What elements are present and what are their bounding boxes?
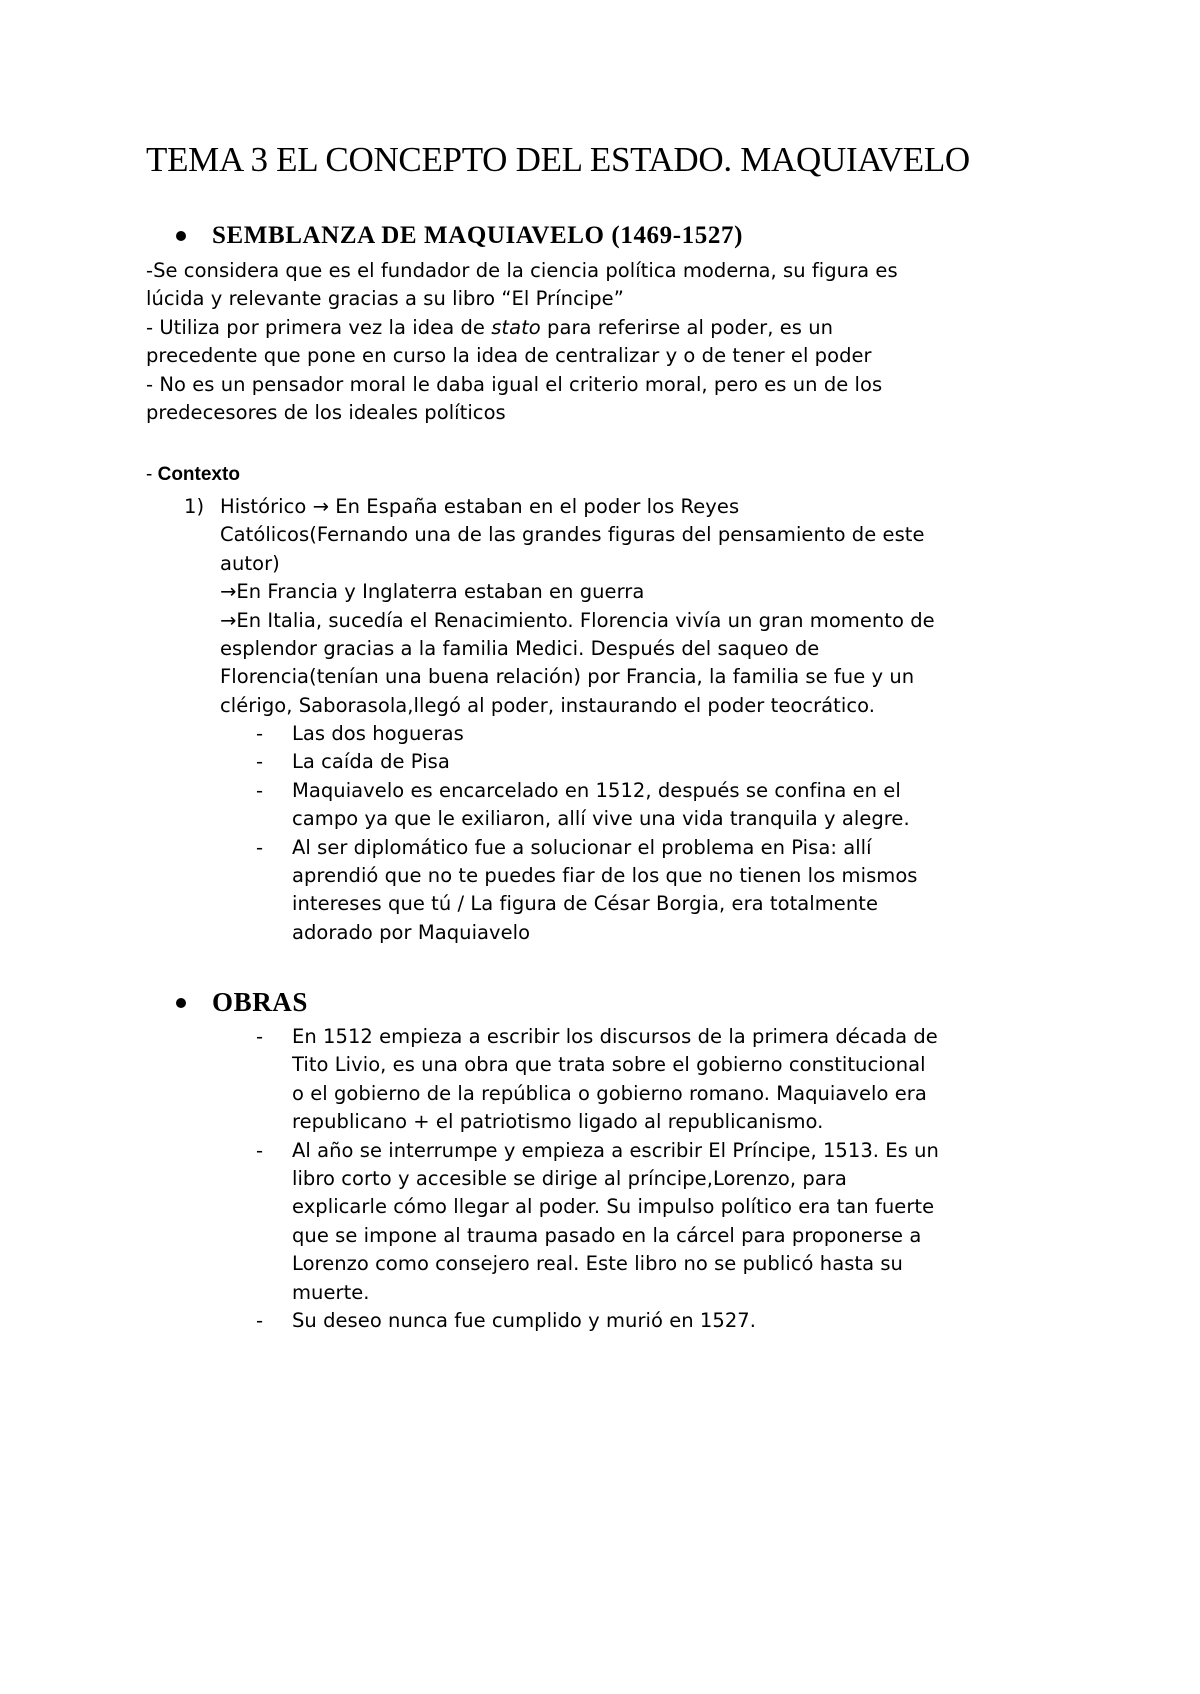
paragraph-line: -Se considera que es el fundador de la ciencia política moderna, su figura es <box>146 259 898 282</box>
item-line: autor) <box>220 551 280 575</box>
list-item-line: Tito Livio, es una obra que trata sobre el gobierno constitucional <box>292 1053 926 1077</box>
list-item <box>256 720 1056 748</box>
bullet-icon <box>176 998 186 1008</box>
section-heading-text: OBRAS <box>212 987 309 1017</box>
list-item <box>256 1023 1056 1137</box>
section-heading-obras <box>176 987 308 1018</box>
list-item-line: que se impone al trauma pasado en la cárcel para proponerse a <box>292 1223 922 1247</box>
dash-marker: - <box>256 1025 264 1048</box>
list-item-line: libro corto y accesible se dirige al príncipe,Lorenzo, para <box>292 1167 847 1191</box>
bullet-icon <box>176 231 186 241</box>
list-item-line: adorado por Maquiavelo <box>292 920 531 944</box>
dash-marker: - <box>256 778 264 802</box>
list-item-line: explicarle cómo llegar al poder. Su impulso político era tan fuerte <box>292 1195 935 1219</box>
context-dash-list <box>256 720 1056 947</box>
paragraph-line <box>146 314 1066 342</box>
section-heading-semblanza <box>176 222 743 250</box>
list-item <box>256 834 1056 948</box>
document-title: TEMA 3 EL CONCEPTO DEL ESTADO. MAQUIAVELO <box>146 140 970 179</box>
item-line: esplendor gracias a la familia Medici. Después del saqueo de <box>220 637 820 661</box>
dash-marker: - <box>256 722 264 745</box>
item-line: clérigo, Saborasola,llegó al poder, instaurando el poder teocrático. <box>220 693 876 717</box>
paragraph-line: - No es un pensador moral le daba igual el criterio moral, pero es un de los <box>146 372 883 396</box>
list-item-line: o el gobierno de la república o gobierno romano. Maquiavelo era <box>292 1081 927 1105</box>
list-item-line: La caída de Pisa <box>292 750 450 774</box>
context-label <box>146 464 240 486</box>
paragraph-line: precedente que pone en curso la idea de centralizar y o de tener el poder <box>146 344 872 368</box>
list-item-line: En 1512 empieza a escribir los discursos de la primera década de <box>292 1025 938 1048</box>
dash-marker: - <box>256 835 264 859</box>
context-prefix: - <box>146 464 158 485</box>
obras-dash-list <box>256 1023 1056 1335</box>
italic-term: stato <box>491 315 541 339</box>
list-item-line: aprendió que no te puedes fiar de los que no tienen los mismos <box>292 864 918 888</box>
item-line: →En Francia y Inglaterra estaban en guerra <box>220 580 645 604</box>
list-item-line: Al ser diplomático fue a solucionar el problema en Pisa: allí <box>292 835 872 859</box>
list-item-line: Su deseo nunca fue cumplido y murió en 1527. <box>292 1309 756 1333</box>
item-line: →En Italia, sucedía el Renacimiento. Florencia vivía un gran momento de <box>220 608 935 632</box>
dash-marker: - <box>256 750 264 774</box>
paragraph-line: lúcida y relevante gracias a su libro “El Príncipe” <box>146 287 624 311</box>
item-line: Florencia(tenían una buena relación) por Francia, la familia se fue y un <box>220 665 915 689</box>
dash-marker: - <box>256 1309 264 1333</box>
section-heading-text: SEMBLANZA DE MAQUIAVELO (1469-1527) <box>212 222 743 249</box>
paragraph-line: predecesores de los ideales políticos <box>146 401 506 425</box>
list-item <box>256 1307 1056 1335</box>
list-item-line: Las dos hogueras <box>292 722 464 745</box>
list-item-line: Lorenzo como consejero real. Este libro no se publicó hasta su <box>292 1252 903 1276</box>
list-item-line: republicano + el patriotismo ligado al republicanismo. <box>292 1110 824 1134</box>
item-number: 1) <box>184 495 205 518</box>
item-line: Histórico → En España estaban en el poder los Reyes <box>220 495 740 518</box>
list-item-line: intereses que tú / La figura de César Borgia, era totalmente <box>292 892 878 916</box>
dash-marker: - <box>256 1138 264 1162</box>
context-label-text: Contexto <box>157 464 240 485</box>
item-line: Católicos(Fernando una de las grandes figuras del pensamiento de este <box>220 523 925 547</box>
list-item <box>256 748 1056 776</box>
list-item-line: campo ya que le exiliaron, allí vive una vida tranquila y alegre. <box>292 807 910 831</box>
semblanza-paragraph <box>146 257 1066 427</box>
list-item-line: Al año se interrumpe y empieza a escribir El Príncipe, 1513. Es un <box>292 1138 939 1162</box>
list-item <box>256 1137 1056 1307</box>
list-item <box>256 777 1056 834</box>
text-run: - Utiliza por primera vez la idea de <box>146 315 492 339</box>
list-item-line: muerte. <box>292 1280 370 1304</box>
numbered-item-content <box>220 493 1080 720</box>
list-item-line: Maquiavelo es encarcelado en 1512, después se confina en el <box>292 778 901 802</box>
text-run: para referirse al poder, es un <box>540 315 834 339</box>
